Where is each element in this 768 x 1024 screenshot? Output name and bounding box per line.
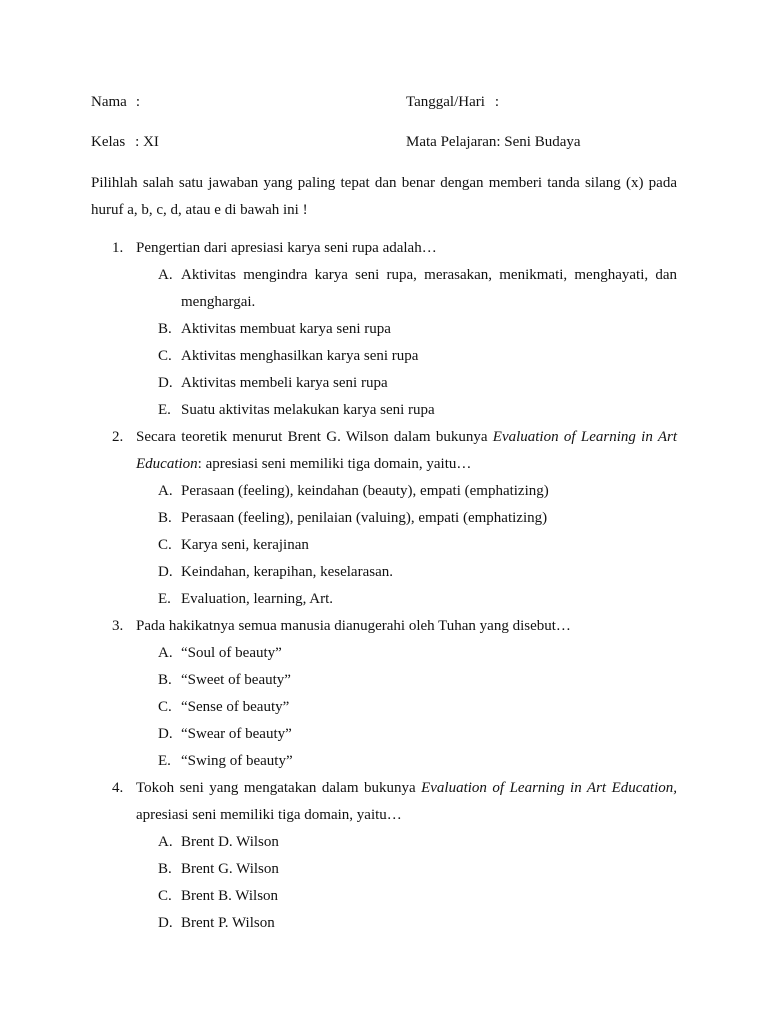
option-text: Aktivitas mengindra karya seni rupa, merasakan, menikmati, menghayati, dan menghargai. xyxy=(181,267,677,310)
answer-option xyxy=(136,721,677,748)
option-letter: C. xyxy=(158,537,172,553)
question-text-part: Tokoh seni yang mengatakan dalam bukunya xyxy=(136,780,422,796)
option-list xyxy=(136,640,677,775)
option-text: Perasaan (feeling), keindahan (beauty), empati (emphatizing) xyxy=(181,483,549,499)
answer-option xyxy=(136,748,677,775)
option-letter: C. xyxy=(158,888,172,904)
kelas-label: Kelas xyxy=(91,134,126,150)
option-letter: B. xyxy=(158,510,172,526)
answer-option xyxy=(136,262,677,316)
question-text-part: Secara teoretik menurut Brent G. Wilson dalam bukunya xyxy=(136,429,493,445)
option-letter: C. xyxy=(158,348,172,364)
option-text: “Sweet of beauty” xyxy=(181,672,291,688)
option-text: Brent P. Wilson xyxy=(181,915,275,931)
question-number: 3. xyxy=(112,618,124,634)
option-text: Keindahan, kerapihan, keselarasan. xyxy=(181,564,393,580)
option-text: “Soul of beauty” xyxy=(181,645,282,661)
option-letter: A. xyxy=(158,834,173,850)
answer-option xyxy=(136,505,677,532)
question-number: 1. xyxy=(112,240,124,256)
option-text: Suatu aktivitas melakukan karya seni rupa xyxy=(181,402,435,418)
option-letter: E. xyxy=(158,402,171,418)
option-letter: D. xyxy=(158,564,173,580)
book-title: Evaluation of Learning in Art Education xyxy=(136,429,678,472)
tanggal-row xyxy=(406,92,499,112)
answer-option xyxy=(136,910,677,937)
option-letter: B. xyxy=(158,861,172,877)
option-letter: B. xyxy=(158,321,172,337)
question-item xyxy=(91,424,677,613)
question-text xyxy=(136,775,677,829)
question-number: 2. xyxy=(112,429,124,445)
option-text: Brent G. Wilson xyxy=(181,861,279,877)
question-text-part: apresiasi seni memiliki tiga domain, yaitu… xyxy=(136,807,402,823)
option-list xyxy=(136,262,677,424)
question-text-part: Pada hakikatnya semua manusia dianugerahi oleh Tuhan yang disebut… xyxy=(136,618,571,634)
answer-option xyxy=(136,397,677,424)
kelas-value: XI xyxy=(143,134,159,150)
option-text: Aktivitas membeli karya seni rupa xyxy=(181,375,388,391)
option-text: Evaluation, learning, Art. xyxy=(181,591,334,607)
option-list xyxy=(136,829,677,937)
book-title: Evaluation of Learning in Art Education, xyxy=(421,780,677,796)
answer-option xyxy=(136,586,677,613)
question-text xyxy=(136,613,677,640)
answer-option xyxy=(136,694,677,721)
answer-option xyxy=(136,532,677,559)
option-letter: E. xyxy=(158,753,171,769)
option-letter: A. xyxy=(158,483,173,499)
option-text: Karya seni, kerajinan xyxy=(181,537,309,553)
option-text: Brent D. Wilson xyxy=(181,834,279,850)
option-text: Perasaan (feeling), penilaian (valuing), empati (emphatizing) xyxy=(181,510,548,526)
option-text: “Swing of beauty” xyxy=(181,753,293,769)
option-list xyxy=(136,478,677,613)
option-text: “Sense of beauty” xyxy=(181,699,290,715)
option-letter: C. xyxy=(158,699,172,715)
option-letter: D. xyxy=(158,726,173,742)
option-text: Brent B. Wilson xyxy=(181,888,279,904)
answer-option xyxy=(136,829,677,856)
mapel-row xyxy=(406,132,581,152)
question-text-part: : apresiasi seni memiliki tiga domain, yaitu… xyxy=(197,456,472,472)
question-number: 4. xyxy=(112,780,124,796)
option-text: “Swear of beauty” xyxy=(181,726,292,742)
answer-option xyxy=(136,343,677,370)
kelas-row xyxy=(91,132,159,152)
question-item xyxy=(91,613,677,775)
question-item xyxy=(91,775,677,937)
question-text xyxy=(136,235,677,262)
answer-option xyxy=(136,667,677,694)
nama-label: Nama xyxy=(91,94,127,110)
answer-option xyxy=(136,640,677,667)
answer-option xyxy=(136,370,677,397)
option-letter: A. xyxy=(158,645,173,661)
answer-option xyxy=(136,883,677,910)
option-text: Aktivitas menghasilkan karya seni rupa xyxy=(181,348,419,364)
option-letter: A. xyxy=(158,267,173,283)
question-list xyxy=(91,235,677,937)
nama-separator: : xyxy=(135,94,140,110)
question-item xyxy=(91,235,677,424)
tanggal-label: Tanggal/Hari xyxy=(406,94,485,110)
option-letter: E. xyxy=(158,591,171,607)
tanggal-separator: : xyxy=(494,94,500,110)
answer-option xyxy=(136,559,677,586)
option-text: Aktivitas membuat karya seni rupa xyxy=(181,321,391,337)
option-letter: D. xyxy=(158,915,173,931)
option-letter: D. xyxy=(158,375,173,391)
mapel-label: Mata Pelajaran: xyxy=(406,134,501,150)
answer-option xyxy=(136,478,677,505)
answer-option xyxy=(136,316,677,343)
question-text-part: Pengertian dari apresiasi karya seni rupa adalah… xyxy=(136,240,437,256)
question-text xyxy=(136,424,677,478)
option-letter: B. xyxy=(158,672,172,688)
kelas-separator: : xyxy=(135,134,140,150)
answer-option xyxy=(136,856,677,883)
nama-row xyxy=(91,92,140,112)
mapel-value: Seni Budaya xyxy=(504,134,581,150)
instruction-text: Pilihlah salah satu jawaban yang paling tepat dan benar dengan memberi tanda silang (x) pada huruf a, b, c, d, atau e di bawah ini ! xyxy=(91,175,677,218)
